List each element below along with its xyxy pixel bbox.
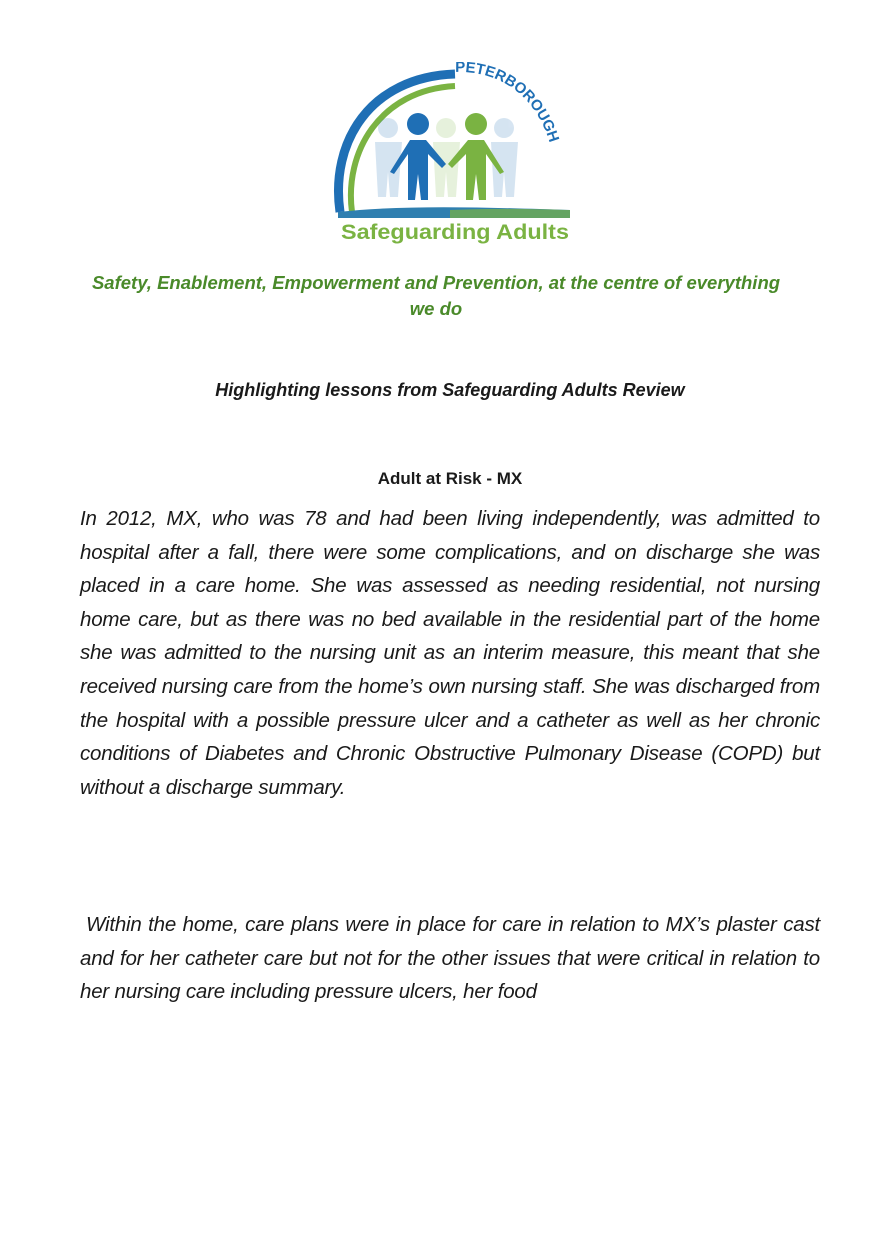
logo-graphic [330, 62, 580, 244]
tagline: Safety, Enablement, Empowerment and Prevention, at the centre of everything we do [91, 272, 781, 319]
logo-wordmark: Safeguarding Adults [341, 221, 569, 244]
faded-figures [375, 118, 518, 197]
logo-arc-text: PETERBOROUGH [455, 62, 563, 145]
paragraph-care-plans: Within the home, care plans were in place for care in relation to MX’s plaster cast and for her catheter care but not for the other issues that were critical in relation to her nursing care including pressure ulcers, her food [80, 913, 820, 1004]
paragraph-case-summary: In 2012, MX, who was 78 and had been living independently, was admitted to hospital after a fall, there were some complications, and on discharge she was placed in a care home. She was assessed as needing residential, not nursing home care, but as there was no bed available in the residential part of the home she was admitted to the nursing unit as an interim measure, this meant that she received nursing care from the home’s own nursing staff. She was discharged from the hospital with a possible pressure ulcer and a catheter as well as her chronic conditions of Diabetes and Chronic Obstructive Pulmonary Disease (COPD) but without a discharge summary. [80, 507, 820, 799]
peterborough-safeguarding-adults-logo [330, 62, 580, 244]
case-title: Adult at Risk - MX [377, 469, 523, 488]
review-title: Highlighting lessons from Safeguarding Adults Review [215, 380, 685, 400]
